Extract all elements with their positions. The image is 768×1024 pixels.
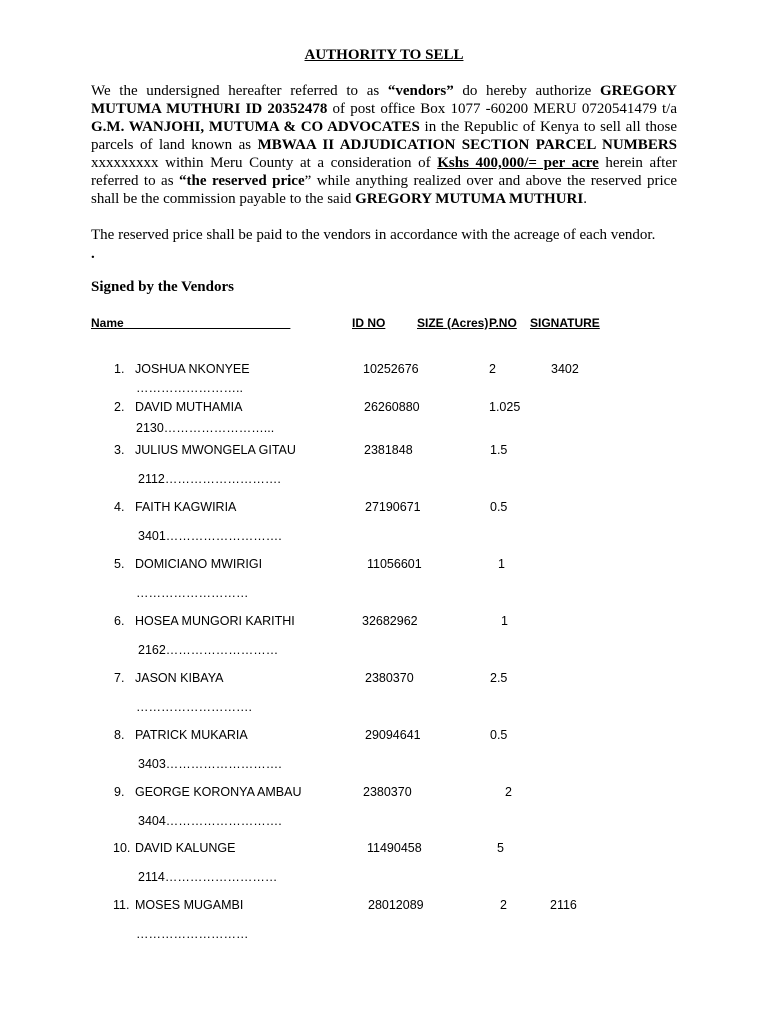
vendor-id: 27190671: [365, 500, 421, 514]
vendor-name: FAITH KAGWIRIA: [135, 500, 237, 514]
vendor-signature-line: 2114………………………: [138, 870, 278, 884]
para-text-7: ” while anything realized over and above the reserved price shall be the commission payable to the said: [91, 173, 677, 207]
signed-heading: Signed by the Vendors: [91, 279, 234, 295]
para-text-3: of post office Box 1077 -60200 MERU 0720541479 t/a: [327, 101, 677, 117]
column-header-name: Name: [91, 316, 291, 330]
vendor-size: 1.025: [489, 400, 521, 414]
vendor-number: 8.: [114, 728, 125, 742]
vendor-id: 10252676: [363, 362, 419, 376]
vendor-size: 2: [505, 785, 512, 799]
vendor-name: MOSES MUGAMBI: [135, 898, 244, 912]
para-text-4: in the Republic of Kenya to sell all those parcels of land known as: [91, 119, 678, 153]
vendor-signature-line: ……………………..: [136, 381, 243, 395]
vendor-number: 5.: [114, 557, 125, 571]
vendor-signature-line: 2162………………………: [138, 643, 279, 657]
vendor-id: 32682962: [362, 614, 418, 628]
vendor-id: 11056601: [367, 557, 422, 571]
vendor-id: 2380370: [363, 785, 412, 799]
vendor-name: HOSEA MUNGORI KARITHI: [135, 614, 295, 628]
price-per-acre: Kshs 400,000/= per acre: [437, 155, 599, 171]
authority-paragraph: [91, 82, 677, 208]
vendor-id: 26260880: [364, 400, 420, 414]
vendor-size: 5: [497, 841, 504, 855]
vendor-name: DAVID KALUNGE: [135, 841, 236, 855]
vendors-term: “vendors”: [387, 83, 454, 99]
vendor-size: 0.5: [490, 500, 508, 514]
vendor-size: 2: [489, 362, 496, 376]
para-text-5: xxxxxxxxx within Meru County at a consideration of: [91, 155, 438, 171]
vendor-number: 9.: [114, 785, 125, 799]
vendor-name: JASON KIBAYA: [135, 671, 224, 685]
vendor-number: 4.: [114, 500, 125, 514]
vendor-number: 7.: [114, 671, 125, 685]
document-title: AUTHORITY TO SELL: [304, 47, 464, 63]
vendor-name: JULIUS MWONGELA GITAU: [135, 443, 296, 457]
column-header-id: ID NO: [352, 316, 386, 330]
vendor-signature-line: ………………………: [136, 586, 249, 600]
column-header-pno: P.NO: [489, 316, 517, 330]
vendor-id: 2381848: [364, 443, 413, 457]
vendor-id: 28012089: [368, 898, 424, 912]
vendor-size: 1: [498, 557, 505, 571]
vendor-size: 1.5: [490, 443, 508, 457]
reserve-note: The reserved price shall be paid to the vendors in accordance with the acreage of each vendor.: [91, 227, 656, 243]
column-header-size: SIZE (Acres): [417, 316, 489, 330]
vendor-name: GEORGE KORONYA AMBAU: [135, 785, 302, 799]
vendor-number: 10.: [113, 841, 131, 855]
vendor-name: DOMICIANO MWIRIGI: [135, 557, 263, 571]
vendor-signature-line: ………………………: [136, 927, 249, 941]
vendor-number: 1.: [114, 362, 125, 376]
vendor-size: 1: [501, 614, 508, 628]
agent-name: GREGORY MUTUMA MUTHURI: [355, 191, 584, 207]
vendor-number: 3.: [114, 443, 125, 457]
vendor-id: 29094641: [365, 728, 421, 742]
vendor-signature-line: ……………………….: [136, 700, 252, 714]
parcel-section: MBWAA II ADJUDICATION SECTION PARCEL NUMBERS: [257, 137, 677, 153]
vendor-signature-line: 2112……………………….: [138, 472, 281, 486]
vendor-size: 2.5: [490, 671, 508, 685]
vendor-number: 6.: [114, 614, 125, 628]
vendor-signature-line: 3404……………………….: [138, 814, 282, 828]
law-firm: G.M. WANJOHI, MUTUMA & CO ADVOCATES: [91, 119, 420, 135]
para-text-1: We the undersigned hereafter referred to as: [91, 83, 388, 99]
vendor-size: 0.5: [490, 728, 508, 742]
vendor-id: 11490458: [367, 841, 422, 855]
reserved-price-term: “the reserved price: [179, 173, 305, 189]
vendor-id: 2380370: [365, 671, 414, 685]
vendor-signature-line: 3401……………………….: [138, 529, 282, 543]
para-text-8: .: [583, 191, 587, 207]
vendor-signature-line: 2130……………………...: [136, 421, 275, 435]
vendor-pno: 2116: [550, 898, 577, 912]
vendor-signature-line: 3403……………………….: [138, 757, 282, 771]
vendor-name: PATRICK MUKARIA: [135, 728, 248, 742]
para-text-2: do hereby authorize: [453, 83, 601, 99]
stray-dot: .: [91, 246, 95, 262]
vendor-name: JOSHUA NKONYEE: [135, 362, 250, 376]
vendor-number: 2.: [114, 400, 125, 414]
vendor-name: DAVID MUTHAMIA: [135, 400, 243, 414]
vendor-number: 11.: [113, 898, 130, 912]
para-text-6: herein after referred to as: [91, 155, 677, 189]
column-header-signature: SIGNATURE: [530, 316, 600, 330]
agent-name-id: GREGORY MUTUMA MUTHURI ID 20352478: [91, 83, 677, 117]
vendor-pno: 3402: [551, 362, 579, 376]
vendor-size: 2: [500, 898, 507, 912]
